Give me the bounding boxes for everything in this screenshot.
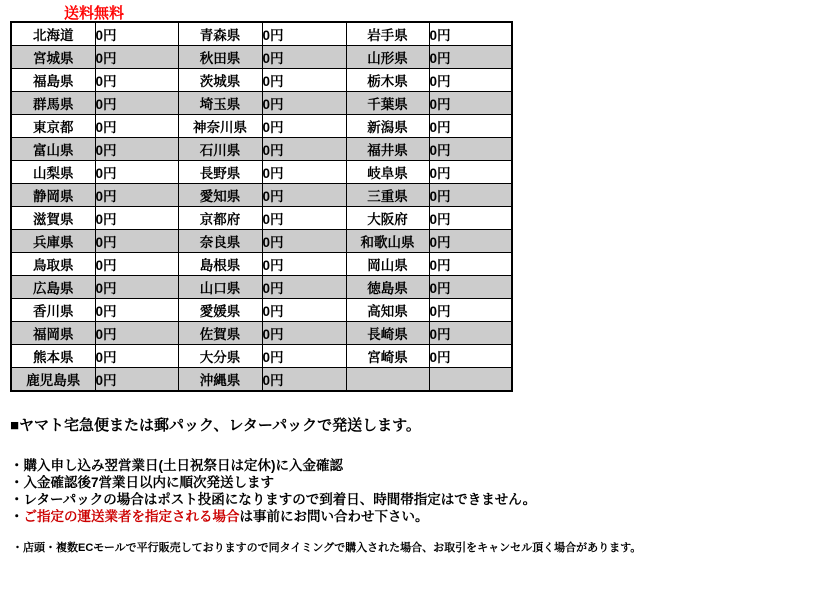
fee-cell: 0円: [262, 345, 346, 368]
prefecture-cell: 東京都: [11, 115, 95, 138]
prefecture-cell: 新潟県: [346, 115, 429, 138]
prefecture-cell: 熊本県: [11, 345, 95, 368]
prefecture-cell: 神奈川県: [178, 115, 262, 138]
fee-cell: 0円: [95, 161, 178, 184]
note-text: は事前にお問い合わせ下さい。: [239, 509, 429, 524]
fee-cell: 0円: [262, 161, 346, 184]
table-row: [11, 184, 512, 207]
table-row: [11, 138, 512, 161]
prefecture-cell: 秋田県: [178, 46, 262, 69]
prefecture-cell: 北海道: [11, 22, 95, 46]
fee-cell: 0円: [95, 230, 178, 253]
fee-cell: 0円: [95, 115, 178, 138]
fee-cell: 0円: [95, 69, 178, 92]
prefecture-cell: 高知県: [346, 299, 429, 322]
fee-cell: 0円: [95, 92, 178, 115]
prefecture-cell: 兵庫県: [11, 230, 95, 253]
table-row: [11, 161, 512, 184]
fee-cell: 0円: [95, 184, 178, 207]
note-text: レターパックの場合はポスト投函になりますので到着日、時間帯指定はできません。: [23, 492, 537, 507]
fee-cell: 0円: [429, 69, 512, 92]
cancellation-note: ・店頭・複数ECモールで平行販売しておりますので同タイミングで購入された場合、お取引をキャンセル頂く場合があります。: [12, 542, 642, 554]
note-highlight-text: ご指定の運送業者を指定される場合: [23, 509, 240, 524]
shipping-note: [10, 491, 536, 508]
fee-cell: 0円: [262, 46, 346, 69]
fee-cell: 0円: [429, 115, 512, 138]
shipping-fee-table-body: [11, 22, 512, 391]
prefecture-cell: 広島県: [11, 276, 95, 299]
prefecture-cell: 愛知県: [178, 184, 262, 207]
table-row: [11, 22, 512, 46]
fee-cell: 0円: [262, 253, 346, 276]
prefecture-cell: 沖縄県: [178, 368, 262, 392]
fee-cell: 0円: [429, 345, 512, 368]
table-row: [11, 368, 512, 392]
prefecture-cell: [346, 368, 429, 392]
fee-cell: 0円: [429, 161, 512, 184]
prefecture-cell: 宮城県: [11, 46, 95, 69]
shipping-note: [10, 508, 536, 525]
fee-cell: 0円: [95, 322, 178, 345]
table-row: [11, 207, 512, 230]
prefecture-cell: 三重県: [346, 184, 429, 207]
fee-cell: 0円: [95, 345, 178, 368]
prefecture-cell: 島根県: [178, 253, 262, 276]
prefecture-cell: 岡山県: [346, 253, 429, 276]
fee-cell: 0円: [429, 253, 512, 276]
prefecture-cell: 京都府: [178, 207, 262, 230]
fee-cell: 0円: [429, 184, 512, 207]
table-row: [11, 322, 512, 345]
note-bullet: ・: [10, 458, 24, 473]
fee-cell: 0円: [95, 276, 178, 299]
prefecture-cell: 愛媛県: [178, 299, 262, 322]
note-text: 入金確認後7営業日以内に順次発送します: [23, 475, 275, 490]
fee-cell: 0円: [95, 138, 178, 161]
prefecture-cell: 山形県: [346, 46, 429, 69]
fee-cell: 0円: [95, 207, 178, 230]
prefecture-cell: 山梨県: [11, 161, 95, 184]
prefecture-cell: 長野県: [178, 161, 262, 184]
prefecture-cell: 香川県: [11, 299, 95, 322]
prefecture-cell: 岐阜県: [346, 161, 429, 184]
fee-cell: 0円: [262, 368, 346, 392]
prefecture-cell: 青森県: [178, 22, 262, 46]
prefecture-cell: 宮崎県: [346, 345, 429, 368]
fee-cell: 0円: [262, 22, 346, 46]
fee-cell: 0円: [429, 207, 512, 230]
fee-cell: 0円: [262, 69, 346, 92]
shipping-note: [10, 474, 536, 491]
prefecture-cell: 大分県: [178, 345, 262, 368]
prefecture-cell: 奈良県: [178, 230, 262, 253]
fee-cell: [429, 368, 512, 392]
fee-cell: 0円: [95, 368, 178, 392]
prefecture-cell: 滋賀県: [11, 207, 95, 230]
table-row: [11, 276, 512, 299]
table-row: [11, 299, 512, 322]
prefecture-cell: 佐賀県: [178, 322, 262, 345]
shipping-method-heading: ■ヤマト宅急便または郵パック、レターパックで発送します。: [10, 417, 421, 434]
note-bullet: ・: [10, 509, 24, 524]
free-shipping-label: 送料無料: [64, 5, 125, 22]
prefecture-cell: 群馬県: [11, 92, 95, 115]
fee-cell: 0円: [262, 115, 346, 138]
prefecture-cell: 岩手県: [346, 22, 429, 46]
table-row: [11, 253, 512, 276]
prefecture-cell: 徳島県: [346, 276, 429, 299]
prefecture-cell: 福岡県: [11, 322, 95, 345]
fee-cell: 0円: [95, 299, 178, 322]
fee-cell: 0円: [262, 138, 346, 161]
table-row: [11, 69, 512, 92]
fee-cell: 0円: [429, 276, 512, 299]
table-row: [11, 92, 512, 115]
prefecture-cell: 埼玉県: [178, 92, 262, 115]
note-text: 購入申し込み翌営業日(土日祝祭日は定休)に入金確認: [23, 458, 343, 473]
table-row: [11, 345, 512, 368]
fee-cell: 0円: [95, 22, 178, 46]
fee-cell: 0円: [262, 230, 346, 253]
fee-cell: 0円: [262, 184, 346, 207]
fee-cell: 0円: [429, 299, 512, 322]
prefecture-cell: 千葉県: [346, 92, 429, 115]
fee-cell: 0円: [262, 322, 346, 345]
fee-cell: 0円: [95, 46, 178, 69]
shipping-fee-table: [10, 21, 513, 392]
prefecture-cell: 茨城県: [178, 69, 262, 92]
prefecture-cell: 栃木県: [346, 69, 429, 92]
fee-cell: 0円: [429, 22, 512, 46]
prefecture-cell: 福島県: [11, 69, 95, 92]
fee-cell: 0円: [262, 299, 346, 322]
fee-cell: 0円: [429, 92, 512, 115]
prefecture-cell: 静岡県: [11, 184, 95, 207]
fee-cell: 0円: [262, 207, 346, 230]
fee-cell: 0円: [95, 253, 178, 276]
fee-cell: 0円: [429, 230, 512, 253]
fee-cell: 0円: [262, 92, 346, 115]
prefecture-cell: 山口県: [178, 276, 262, 299]
shipping-note: [10, 457, 536, 474]
prefecture-cell: 長崎県: [346, 322, 429, 345]
fee-cell: 0円: [429, 322, 512, 345]
prefecture-cell: 鳥取県: [11, 253, 95, 276]
prefecture-cell: 石川県: [178, 138, 262, 161]
fee-cell: 0円: [429, 138, 512, 161]
prefecture-cell: 鹿児島県: [11, 368, 95, 392]
fee-cell: 0円: [429, 46, 512, 69]
shipping-notes-list: [10, 457, 536, 525]
prefecture-cell: 福井県: [346, 138, 429, 161]
fee-cell: 0円: [262, 276, 346, 299]
table-row: [11, 46, 512, 69]
prefecture-cell: 富山県: [11, 138, 95, 161]
prefecture-cell: 和歌山県: [346, 230, 429, 253]
note-bullet: ・: [10, 475, 24, 490]
note-bullet: ・: [10, 492, 24, 507]
prefecture-cell: 大阪府: [346, 207, 429, 230]
table-row: [11, 115, 512, 138]
table-row: [11, 230, 512, 253]
